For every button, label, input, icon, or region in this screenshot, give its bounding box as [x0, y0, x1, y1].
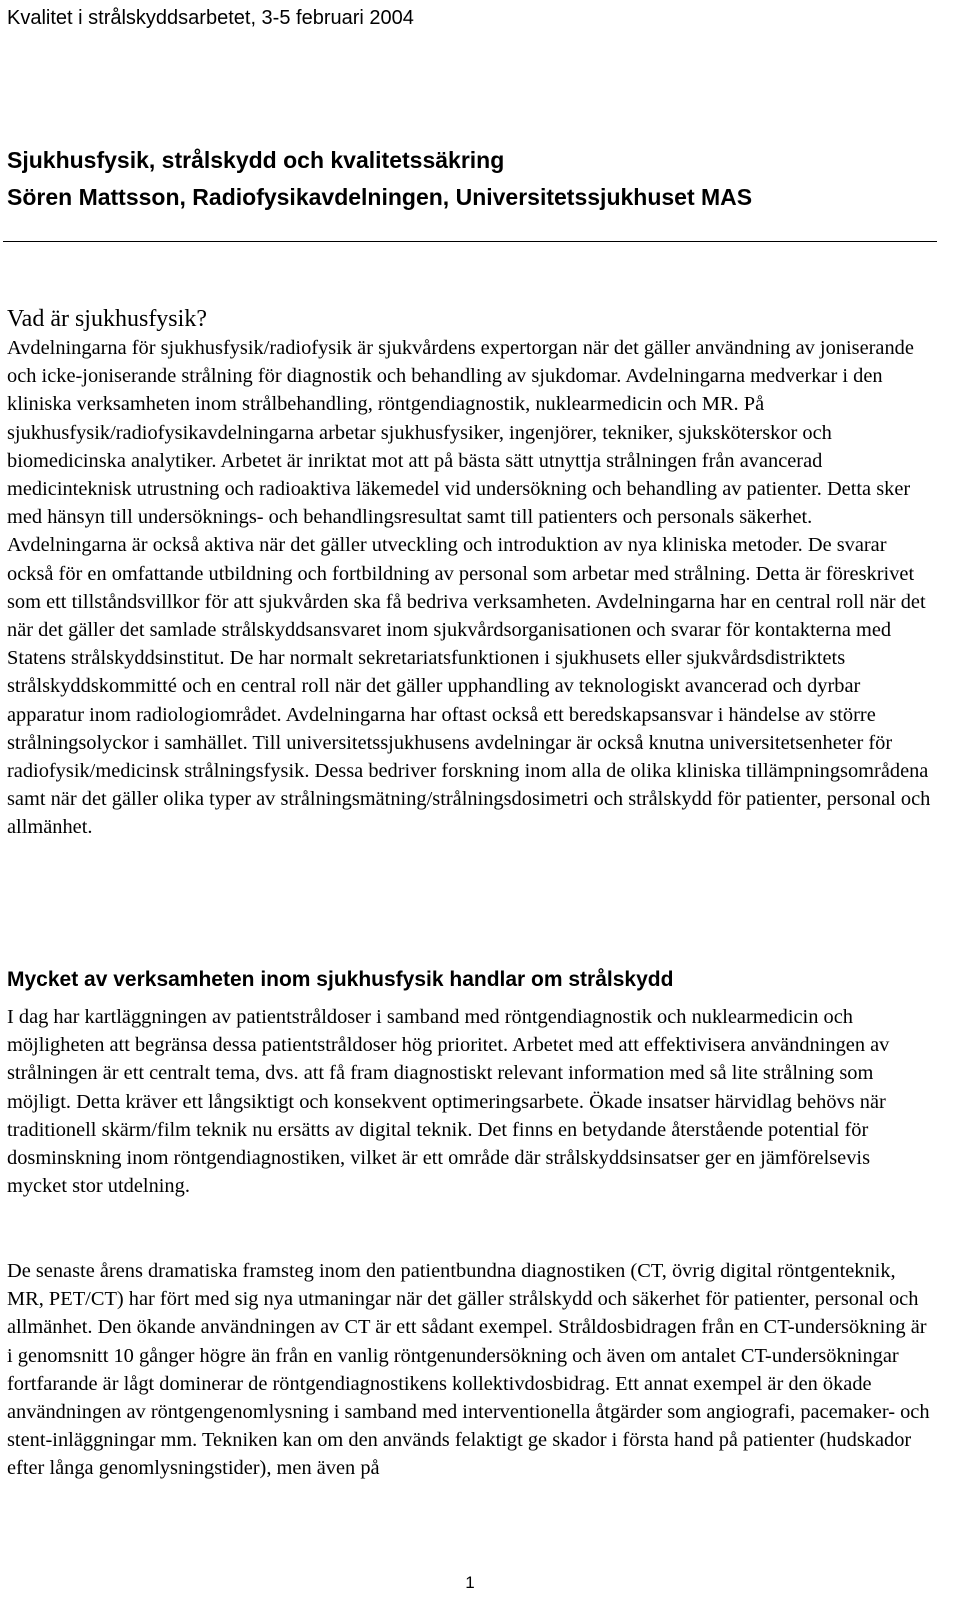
running-header: Kvalitet i strålskyddsarbetet, 3-5 februari 2004 [7, 7, 414, 29]
author-line: Sören Mattsson, Radiofysikavdelningen, Universitetssjukhuset MAS [7, 184, 753, 210]
paragraph-patient-doses: I dag har kartläggningen av patientstråldoser i samband med röntgendiagnostik och nuklearmedicin och möjligheten att begränsa dessa patientstråldoser hög prioritet. Arbetet med att effektivisera användningen av strålningen är ett centralt tema, dvs. att få fram diagnostiskt relevant information med så lite strålning som möjligt. Detta kräver ett långsiktigt och konsekvent optimeringsarbete. Ökade insatser härvidlag behövs när traditionell skärm/film teknik nu ersätts av digital teknik. Det finns en betydande återstående potential för dosminskning inom röntgendiagnostiken, vilket är ett område där strålskyddsinsatser ger en jämförelsevis mycket stor utdelning. [7, 1006, 890, 1198]
page-number: 1 [465, 1573, 475, 1592]
section-heading-radiation-protection: Mycket av verksamheten inom sjukhusfysik handlar om strålskydd [7, 968, 674, 991]
title-block [7, 142, 752, 216]
document-title: Sjukhusfysik, strålskydd och kvalitetssäkring [7, 147, 505, 173]
paragraph-diagnostics-advances: De senaste årens dramatiska framsteg inom den patientbundna diagnostiken (CT, övrig digital röntgenteknik, MR, PET/CT) har fört med sig nya utmaningar när det gäller strålskydd och säkerhet för patienter, personal och allmänhet. Den ökande användningen av CT är ett sådant exempel. Stråldosbidragen från en CT-undersökning är i genomsnitt 10 gånger högre än från en vanlig röntgenundersökning och även om antalet CT-undersökningar fortfarande är lågt dominerar de röntgendiagnostikens kollektivdosbidrag. Ett annat exempel är den ökade användningen av röntgengenomlysning i samband med interventionella åtgärder som angiografi, pacemaker- och stent-inläggningar mm. Tekniken kan om den används felaktigt ge skador i första hand på patienter (hudskador efter långa genomlysningstider), men även på [7, 1260, 930, 1480]
paragraph-intro: Avdelningarna för sjukhusfysik/radiofysik är sjukvårdens expertorgan när det gäller användning av joniserande och icke-joniserande strålning för diagnostik och behandling av sjukdomar. Avdelningarna medverkar i den kliniska verksamheten inom strålbehandling, röntgendiagnostik, nuklearmedicin och MR. På sjukhusfysik/radiofysikavdelningarna arbetar sjukhusfysiker, ingenjörer, tekniker, sjuksköterskor och biomedicinska analytiker. Arbetet är inriktat mot att på bästa sätt utnyttja strålningen från avancerad medicinteknisk utrustning och radioaktiva läkemedel vid undersökning och behandling av patienter. Detta sker med hänsyn till undersöknings- och behandlingsresultat samt till patienters och personals säkerhet. Avdelningarna är också aktiva när det gäller utveckling och introduktion av nya kliniska metoder. De svarar också för en omfattande utbildning och fortbildning av personal som arbetar med strålning. Detta är föreskrivet som ett tillståndsvillkor för att sjukvården ska få bedriva verksamheten. Avdelningarna har en central roll när det när det gäller det samlade strålskyddsansvaret inom sjukvårdsorganisationen och svarar för kontakterna med Statens strålskyddsinstitut. De har normalt sekretariatsfunktionen i sjukhusets eller sjukvårdsdistriktets strålskyddskommitté och en central roll när det gäller upphandling av teknologiskt avancerad och dyrbar apparatur inom radiologiområdet. Avdelningarna har oftast också ett beredskapsansvar i händelse av större strålningsolyckor i samhället. Till universitetssjukhusens avdelningar är också knutna universitetsenheter för radiofysik/medicinsk strålningsfysik. Dessa bedriver forskning inom alla de olika kliniska tillämpningsområdena samt när det gäller olika typer av strålningsmätning/strålningsdosimetri och strålskydd för patienter, personal och allmänhet. [7, 337, 931, 839]
section-heading-what-is-hospital-physics: Vad är sjukhusfysik? [7, 306, 207, 332]
horizontal-rule [3, 241, 937, 242]
